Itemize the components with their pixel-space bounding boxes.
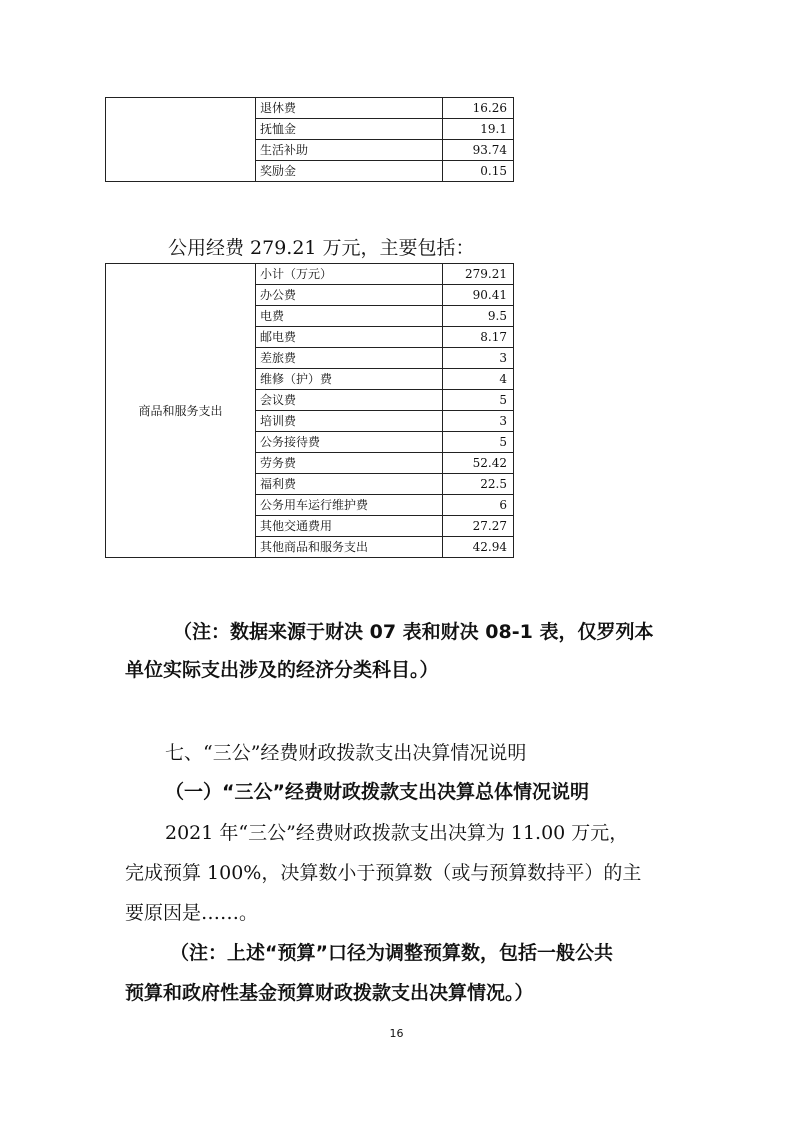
- page-number: 16: [389, 1027, 404, 1040]
- paragraph-line1: 2021 年“三公”经费财政拨款支出决算为 11.00 万元，: [165, 822, 629, 844]
- table-row: [106, 264, 514, 285]
- budget-note-line1: （注：上述“预算”口径为调整预算数，包括一般公共: [170, 942, 613, 964]
- value-cell: 5: [443, 390, 514, 411]
- item-cell: 电费: [256, 306, 443, 327]
- personnel-expense-table: [105, 97, 514, 182]
- item-cell: 退休费: [256, 98, 443, 119]
- value-cell: 9.5: [443, 306, 514, 327]
- value-cell: 22.5: [443, 474, 514, 495]
- item-cell: 劳务费: [256, 453, 443, 474]
- item-cell: 公务用车运行维护费: [256, 495, 443, 516]
- value-cell: 42.94: [443, 537, 514, 558]
- item-cell: 办公费: [256, 285, 443, 306]
- goods-services-table: [105, 263, 514, 558]
- item-cell: 公务接待费: [256, 432, 443, 453]
- data-source-note-line1: （注：数据来源于财决 07 表和财决 08-1 表，仅罗列本: [173, 621, 654, 643]
- item-cell: 邮电费: [256, 327, 443, 348]
- section-heading: 七、“三公”经费财政拨款支出决算情况说明: [165, 742, 527, 764]
- item-cell: 其他交通费用: [256, 516, 443, 537]
- value-cell: 3: [443, 348, 514, 369]
- value-cell: 93.74: [443, 140, 514, 161]
- value-cell: 16.26: [443, 98, 514, 119]
- category-cell: 商品和服务支出: [106, 264, 256, 558]
- value-cell: 27.27: [443, 516, 514, 537]
- paragraph-line3: 要原因是……。: [125, 902, 259, 924]
- item-cell: 培训费: [256, 411, 443, 432]
- item-cell: 抚恤金: [256, 119, 443, 140]
- value-cell: 3: [443, 411, 514, 432]
- public-funds-intro: 公用经费 279.21 万元，主要包括：: [168, 237, 475, 259]
- item-cell: 奖励金: [256, 161, 443, 182]
- category-cell-empty: [106, 98, 256, 182]
- item-cell: 生活补助: [256, 140, 443, 161]
- table-row: [106, 98, 514, 119]
- value-cell: 0.15: [443, 161, 514, 182]
- item-cell: 福利费: [256, 474, 443, 495]
- item-cell: 其他商品和服务支出: [256, 537, 443, 558]
- value-cell: 279.21: [443, 264, 514, 285]
- value-cell: 6: [443, 495, 514, 516]
- value-cell: 90.41: [443, 285, 514, 306]
- value-cell: 8.17: [443, 327, 514, 348]
- item-cell: 维修（护）费: [256, 369, 443, 390]
- value-cell: 5: [443, 432, 514, 453]
- item-cell: 会议费: [256, 390, 443, 411]
- section-subheading: （一）“三公”经费财政拨款支出决算总体情况说明: [165, 781, 589, 803]
- budget-note-line2: 预算和政府性基金预算财政拨款支出决算情况。）: [125, 982, 534, 1004]
- data-source-note-line2: 单位实际支出涉及的经济分类科目。）: [125, 659, 439, 681]
- value-cell: 4: [443, 369, 514, 390]
- value-cell: 19.1: [443, 119, 514, 140]
- item-cell: 小计（万元）: [256, 264, 443, 285]
- paragraph-line2: 完成预算 100%，决算数小于预算数（或与预算数持平）的主: [125, 862, 642, 884]
- value-cell: 52.42: [443, 453, 514, 474]
- item-cell: 差旅费: [256, 348, 443, 369]
